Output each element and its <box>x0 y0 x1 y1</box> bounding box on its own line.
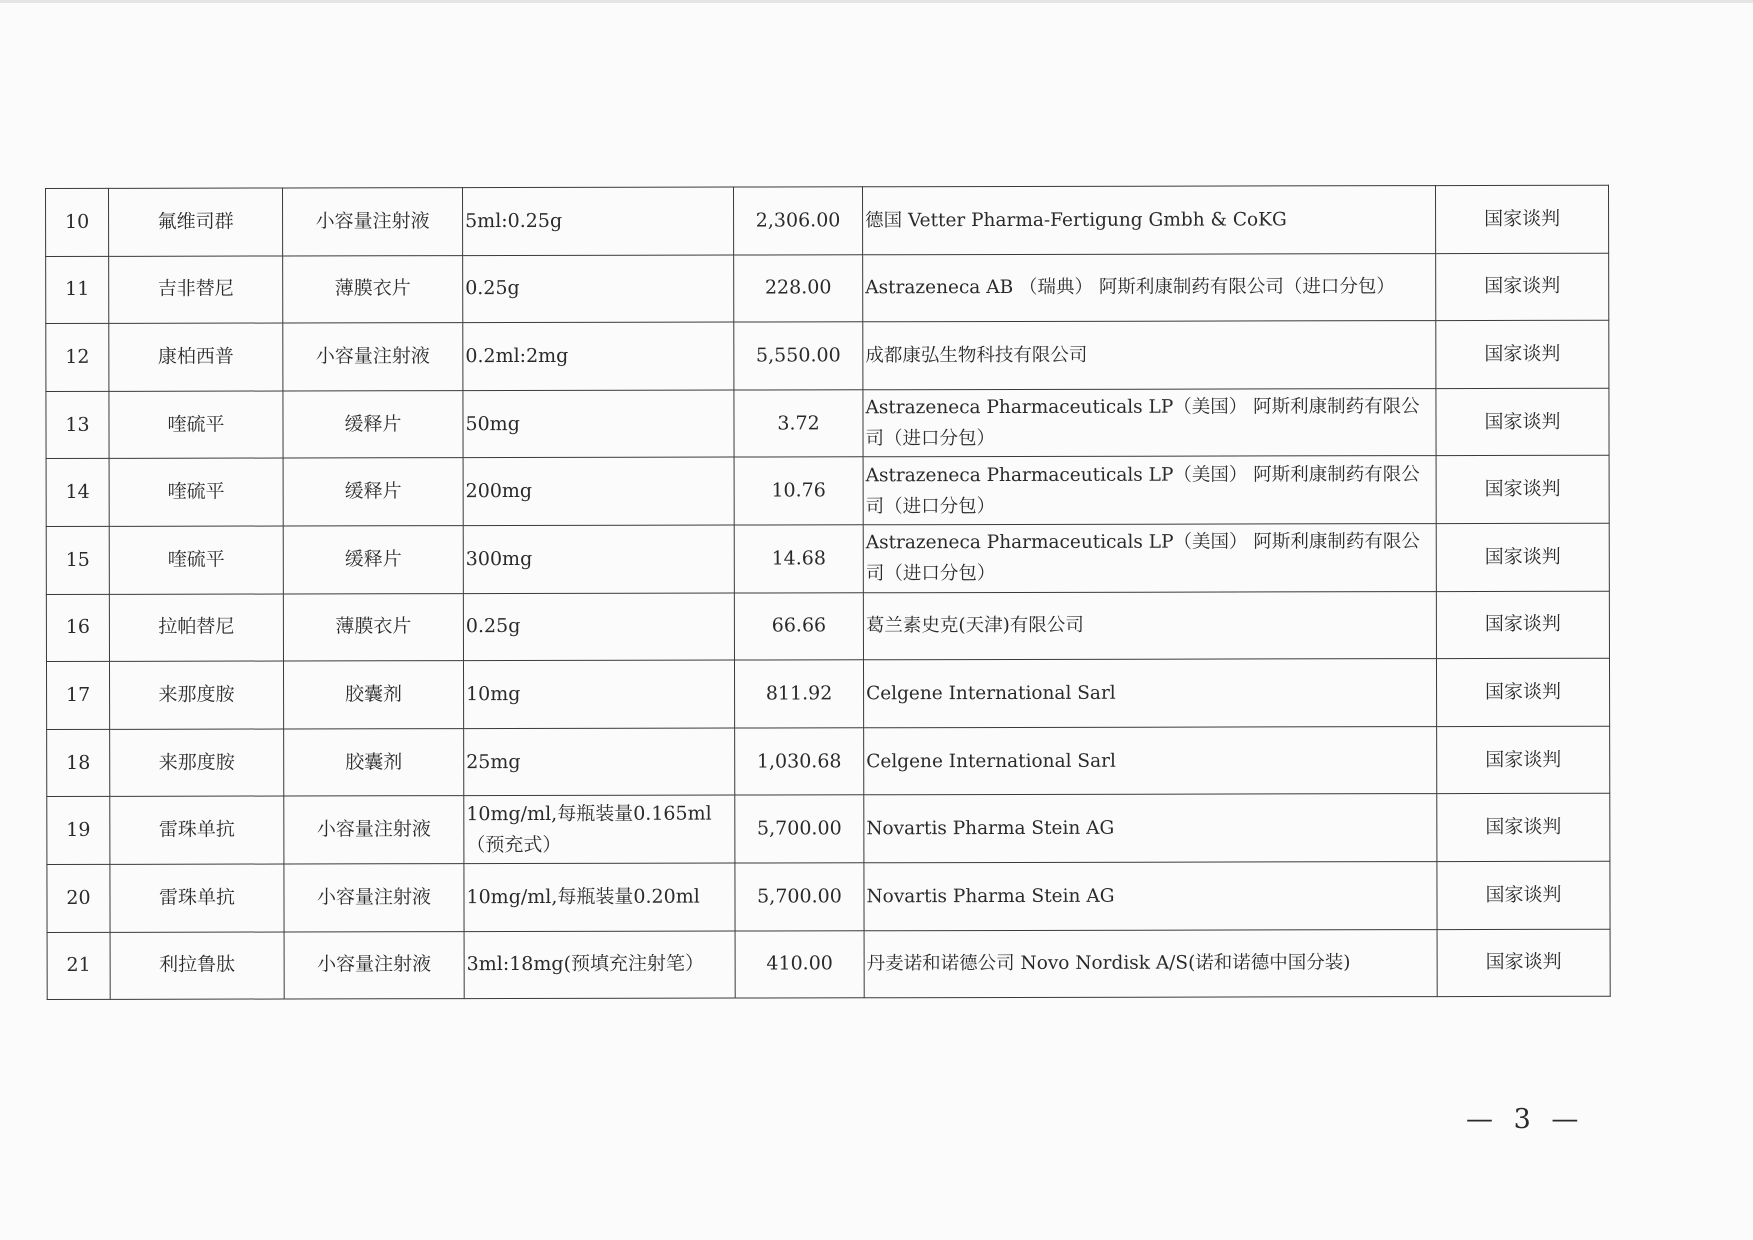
cell-manufacturer: Astrazeneca Pharmaceuticals LP（美国） 阿斯利康制药有限公司（进口分包） <box>863 456 1436 525</box>
cell-row-number: 11 <box>46 256 109 324</box>
table-row <box>46 320 1609 391</box>
cell-manufacturer: Astrazeneca AB （瑞典） 阿斯利康制药有限公司（进口分包） <box>863 253 1436 322</box>
cell-row-number: 14 <box>46 459 109 527</box>
cell-drug-name: 雷珠单抗 <box>110 864 284 932</box>
cell-dosage-form: 缓释片 <box>283 390 463 458</box>
cell-specification: 10mg/ml,每瓶装量0.20ml <box>464 863 735 931</box>
cell-specification: 5ml:0.25g <box>463 187 734 255</box>
cell-procurement-type: 国家谈判 <box>1437 929 1610 997</box>
cell-manufacturer: Astrazeneca Pharmaceuticals LP（美国） 阿斯利康制药有限公司（进口分包） <box>863 388 1436 457</box>
table-row <box>47 861 1610 932</box>
cell-specification: 10mg <box>463 660 734 728</box>
cell-drug-name: 氟维司群 <box>109 188 283 256</box>
cell-price: 10.76 <box>734 457 863 525</box>
cell-drug-name: 来那度胺 <box>110 729 284 797</box>
cell-drug-name: 利拉鲁肽 <box>110 932 284 1000</box>
cell-manufacturer: Novartis Pharma Stein AG <box>864 794 1437 863</box>
cell-procurement-type: 国家谈判 <box>1436 253 1609 321</box>
cell-row-number: 17 <box>46 662 109 730</box>
cell-drug-name: 雷珠单抗 <box>110 796 284 864</box>
table-row <box>46 185 1609 256</box>
cell-drug-name: 吉非替尼 <box>109 256 283 324</box>
cell-manufacturer: Celgene International Sarl <box>863 659 1436 728</box>
table-row <box>47 794 1610 865</box>
table-row <box>46 388 1609 459</box>
cell-procurement-type: 国家谈判 <box>1435 185 1608 253</box>
cell-dosage-form: 薄膜衣片 <box>283 593 463 661</box>
cell-dosage-form: 缓释片 <box>283 526 463 594</box>
cell-dosage-form: 薄膜衣片 <box>283 255 463 323</box>
cell-dosage-form: 小容量注射液 <box>284 864 464 932</box>
cell-row-number: 16 <box>46 594 109 662</box>
cell-price: 811.92 <box>734 660 863 728</box>
cell-row-number: 21 <box>47 932 110 1000</box>
cell-drug-name: 喹硫平 <box>109 526 283 594</box>
page-top-edge <box>0 0 1753 3</box>
cell-drug-name: 喹硫平 <box>109 458 283 526</box>
cell-drug-name: 来那度胺 <box>109 661 283 729</box>
cell-specification: 0.2ml:2mg <box>463 322 734 390</box>
table-row <box>46 591 1609 662</box>
cell-procurement-type: 国家谈判 <box>1436 591 1609 659</box>
cell-row-number: 15 <box>46 526 109 594</box>
cell-price: 5,700.00 <box>735 795 864 863</box>
cell-procurement-type: 国家谈判 <box>1436 523 1609 591</box>
cell-price: 5,550.00 <box>734 322 863 390</box>
drug-price-table-container <box>45 188 1608 1000</box>
cell-specification: 0.25g <box>463 593 734 661</box>
cell-row-number: 13 <box>46 391 109 459</box>
cell-price: 66.66 <box>734 592 863 660</box>
cell-dosage-form: 缓释片 <box>283 458 463 526</box>
cell-price: 14.68 <box>734 525 863 593</box>
cell-specification: 50mg <box>463 390 734 458</box>
cell-specification: 300mg <box>463 525 734 593</box>
cell-procurement-type: 国家谈判 <box>1437 861 1610 929</box>
cell-dosage-form: 胶囊剂 <box>284 728 464 796</box>
cell-procurement-type: 国家谈判 <box>1437 726 1610 794</box>
cell-specification: 200mg <box>463 457 734 525</box>
cell-price: 228.00 <box>734 254 863 322</box>
cell-dosage-form: 小容量注射液 <box>283 188 463 256</box>
cell-manufacturer: 葛兰素史克(天津)有限公司 <box>863 591 1436 660</box>
cell-manufacturer: 成都康弘生物科技有限公司 <box>863 321 1436 390</box>
table-row <box>46 523 1609 594</box>
cell-procurement-type: 国家谈判 <box>1436 320 1609 388</box>
cell-specification: 0.25g <box>463 255 734 323</box>
cell-procurement-type: 国家谈判 <box>1436 658 1609 726</box>
cell-manufacturer: Novartis Pharma Stein AG <box>864 862 1437 931</box>
cell-row-number: 19 <box>47 797 110 865</box>
cell-dosage-form: 小容量注射液 <box>284 796 464 864</box>
cell-dosage-form: 小容量注射液 <box>284 931 464 999</box>
table-row <box>47 929 1610 1000</box>
table-row <box>47 726 1610 797</box>
cell-row-number: 10 <box>46 188 109 256</box>
cell-manufacturer: 丹麦诺和诺德公司 Novo Nordisk A/S(诺和诺德中国分装) <box>864 929 1437 998</box>
cell-manufacturer: Astrazeneca Pharmaceuticals LP（美国） 阿斯利康制药有限公司（进口分包） <box>863 524 1436 593</box>
cell-manufacturer: Celgene International Sarl <box>864 726 1437 795</box>
cell-drug-name: 拉帕替尼 <box>109 594 283 662</box>
cell-price: 5,700.00 <box>735 863 864 931</box>
cell-specification: 25mg <box>464 728 735 796</box>
cell-price: 2,306.00 <box>733 187 862 255</box>
page-number: — 3 — <box>1466 1104 1585 1135</box>
cell-drug-name: 喹硫平 <box>109 391 283 459</box>
cell-price: 3.72 <box>734 390 863 458</box>
cell-price: 1,030.68 <box>735 728 864 796</box>
table-row <box>46 658 1609 729</box>
table-row <box>46 456 1609 527</box>
cell-procurement-type: 国家谈判 <box>1436 456 1609 524</box>
cell-row-number: 20 <box>47 864 110 932</box>
cell-procurement-type: 国家谈判 <box>1437 794 1610 862</box>
cell-dosage-form: 小容量注射液 <box>283 323 463 391</box>
cell-specification: 10mg/ml,每瓶装量0.165ml（预充式） <box>464 795 735 863</box>
cell-row-number: 18 <box>47 729 110 797</box>
cell-procurement-type: 国家谈判 <box>1436 388 1609 456</box>
cell-price: 410.00 <box>735 930 864 998</box>
cell-drug-name: 康柏西普 <box>109 323 283 391</box>
table-row <box>46 253 1609 324</box>
cell-dosage-form: 胶囊剂 <box>283 661 463 729</box>
cell-manufacturer: 德国 Vetter Pharma-Fertigung Gmbh & CoKG <box>862 186 1435 255</box>
drug-price-table <box>45 185 1611 1000</box>
cell-specification: 3ml:18mg(预填充注射笔） <box>464 931 735 999</box>
cell-row-number: 12 <box>46 324 109 392</box>
table-body <box>46 185 1611 999</box>
